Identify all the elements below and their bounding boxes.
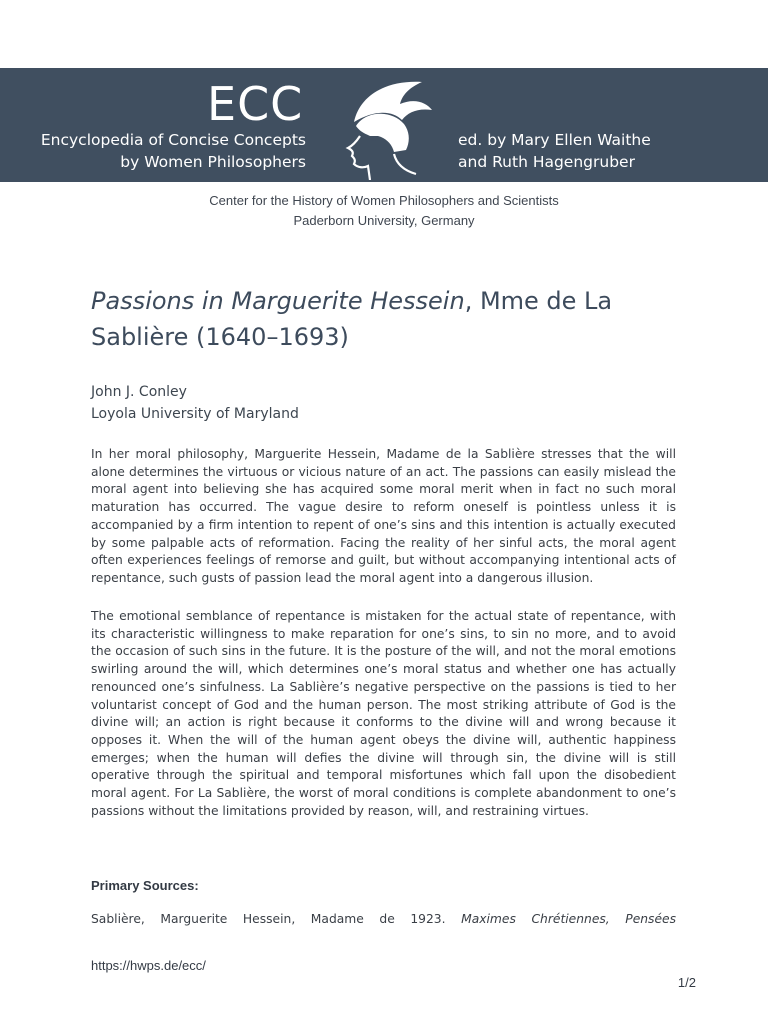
header-banner xyxy=(0,68,768,182)
paragraph-2: The emotional semblance of repentance is mistaken for the actual state of repentance, with its characteristic willingness to make reparation for one’s sins, to sin no more, and to avoid the occasion of such sins in the future. It is the posture of the will, and not the moral emotions swirling around the will, which determines one’s moral status and whether one has actually renounced one’s sinfulness. La Sablière’s negative perspective on the passions is tied to her voluntarist concept of God and the human person. The most striking attribute of God is the divine will; an action is right because it conforms to the divine will and wrong because it opposes it. When the will of the human agent obeys the divine will, authentic happiness emerges; when the human will defies the divine will through sin, the divine will is still operative through the spiritual and temporal misfortunes which fall upon the disobedient moral agent. For La Sablière, the worst of moral conditions is complete abandonment to one’s passions without the limitations provided by reason, will, and restraining virtues. xyxy=(91,609,676,818)
source-text: Sablière, Marguerite Hessein, Madame de 1923. xyxy=(91,912,462,926)
source-title: Maximes Chrétiennes, Pensées xyxy=(461,912,676,926)
editors-line1: ed. by Mary Ellen Waithe xyxy=(458,131,651,149)
article-title-italic: Passions in Marguerite Hessein xyxy=(91,287,465,315)
institution-location: Paderborn University, Germany xyxy=(293,213,475,228)
paragraph-1: In her moral philosophy, Marguerite Hessein, Madame de la Sablière stresses that the will alone determines the virtuous or vicious nature of an act. The passions can easily mislead the moral agent into believing she has acquired some moral merit when in fact no such moral maturation has occurred. The vague desire to reform oneself is pointless unless it is accompanied by a firm intention to repent of one’s sins and this intention is actually executed by some palpable acts of reformation. Facing the reality of her sinful acts, the moral agent often experiences feelings of remorse and guilt, but without accompanying intentional acts of repentance, such gusts of passion lead the moral agent into a dangerous illusion. xyxy=(91,447,676,585)
article-title-rest: , Mme de La Sablière (1640–1693) xyxy=(91,287,613,351)
primary-sources-heading: Primary Sources: xyxy=(91,878,199,893)
author-affiliation: Loyola University of Maryland xyxy=(91,406,299,422)
editors-line2: and Ruth Hagengruber xyxy=(458,153,635,171)
ecc-logo: ECC xyxy=(207,77,304,131)
athena-helmet-icon xyxy=(336,76,436,180)
article-title xyxy=(91,283,681,355)
encyclopedia-title-line2: by Women Philosophers xyxy=(120,153,306,171)
footer-link[interactable]: https://hwps.de/ecc/ xyxy=(91,958,206,973)
institution-name: Center for the History of Women Philosophers and Scientists xyxy=(209,193,559,208)
encyclopedia-title-line1: Encyclopedia of Concise Concepts xyxy=(40,131,306,149)
primary-source-entry xyxy=(91,912,676,926)
page-number: 1/2 xyxy=(677,975,696,990)
author-name: John J. Conley xyxy=(91,384,187,400)
